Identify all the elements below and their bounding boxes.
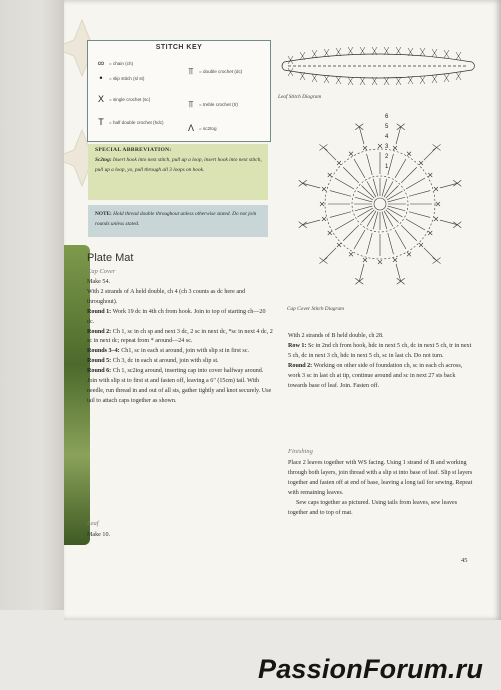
half-double-crochet-icon: T bbox=[98, 117, 104, 127]
diagram-tr-stitch bbox=[395, 159, 406, 178]
diagram-tr-stitch bbox=[335, 178, 354, 189]
cap-cover-stitch-diagram bbox=[285, 104, 475, 304]
round-6: Round 6: Ch 1, sc2tog around, inserting cap into cover halfway around. Join with slip st to first st and fasten off, leaving a 6" (15cm) tail. With needle, run thread in and out of all sts, gather tightly and knot securely. Use tail to attach caps together as shown. bbox=[87, 368, 272, 404]
double-crochet-icon: ⫪ bbox=[188, 66, 194, 76]
diagram-cap-cross bbox=[397, 124, 405, 130]
diagram-dc-stitch bbox=[362, 186, 375, 199]
diagram-cap-cross bbox=[433, 258, 441, 264]
finishing-instructions bbox=[288, 459, 474, 518]
note-box bbox=[88, 205, 268, 237]
round-2: Round 2: Ch 1, sc in ch sp and next 3 dc, 2 sc in next dc, *sc in next 4 dc, 2 sc in next dc; repeat from * around—24 sc. bbox=[87, 328, 273, 345]
special-abbreviation-text: Sc2tog: Insert hook into next stitch, pull up a loop, insert hook into next stitch, pull up a loop, yo, pull through all 3 loops on hook. bbox=[95, 157, 262, 173]
stitch-key-box bbox=[87, 40, 271, 142]
key-chain: ∞ = chain (ch) bbox=[97, 58, 134, 68]
diagram-tr-stitch bbox=[409, 191, 430, 197]
diagram-sc-stitch bbox=[328, 231, 332, 235]
diagram-tr-stitch bbox=[409, 212, 430, 218]
cap-cover-heading: Cap Cover bbox=[87, 268, 116, 275]
leaf-make-count: Make 10. bbox=[87, 532, 111, 538]
slip-stitch-icon: • bbox=[99, 73, 103, 83]
diagram-sc-stitch bbox=[349, 152, 353, 156]
cap-cover-instructions bbox=[87, 278, 273, 407]
diagram-spoke bbox=[424, 248, 437, 261]
finishing-text-2: Sew caps together as pictured. Using tails from leaves, sew leaves together and to top of mat. bbox=[288, 499, 458, 516]
diagram-tr-stitch bbox=[401, 225, 417, 241]
leaf-row-1: Row 1: Sc in 2nd ch from hook, hdc in next 5 ch, dc in next 5 ch, tr in next 5 ch, dc in next 3 ch, hdc in next 5 ch, sc in last ch. Do not turn. bbox=[288, 342, 472, 359]
diagram-spoke bbox=[323, 248, 336, 261]
cap-cover-intro: With 2 strands of A held double, ch 4 (ch 3 counts as dc here and throughout). bbox=[87, 288, 246, 305]
watermark: PassionForum.ru bbox=[258, 654, 484, 684]
diagram-sc-stitch bbox=[434, 187, 438, 191]
leaf-stitch-diagram bbox=[278, 40, 478, 95]
diagram-sc-stitch bbox=[363, 146, 367, 150]
diagram-cap-cross bbox=[299, 180, 307, 186]
leaf-diagram-caption: Leaf Stitch Diagram bbox=[278, 94, 322, 100]
diagram-tr-stitch bbox=[406, 178, 425, 189]
make-count: Make 54. bbox=[87, 279, 111, 285]
diagram-tr-stitch bbox=[406, 219, 425, 230]
diagram-sc-stitch bbox=[428, 173, 432, 177]
diagram-tr-stitch bbox=[343, 225, 359, 241]
diagram-tr-stitch bbox=[330, 191, 351, 197]
diagram-cap-cross bbox=[397, 278, 405, 284]
diagram-tr-stitch bbox=[354, 159, 365, 178]
rounds-3-4: Rounds 3–4: Ch1, sc in each st around, join with slip st in first sc. bbox=[87, 348, 250, 355]
diagram-sc-stitch bbox=[434, 217, 438, 221]
diagram-tr-stitch bbox=[335, 219, 354, 230]
round-5: Round 5: Ch 3, dc in each st around, join with slip st. bbox=[87, 358, 219, 365]
special-abbreviation-title: SPECIAL ABBREVIATION: bbox=[95, 147, 172, 153]
diagram-tr-stitch bbox=[395, 230, 406, 249]
diagram-sc-stitch bbox=[428, 231, 432, 235]
page-number: 45 bbox=[461, 557, 468, 564]
diagram-sc-stitch bbox=[320, 202, 324, 206]
diagram-number-3: 3 bbox=[385, 144, 389, 150]
chain-icon: ∞ bbox=[97, 58, 105, 68]
diagram-cap-cross bbox=[319, 258, 327, 264]
round-1: Round 1: Work 19 dc in 4th ch from hook. Join to top of starting ch—20 dc. bbox=[87, 308, 266, 325]
key-slip-stitch: • = slip stitch (sl st) bbox=[96, 73, 144, 83]
diagram-tr-stitch bbox=[388, 154, 394, 175]
key-double-crochet: ⫪ = double crochet (dc) bbox=[186, 66, 242, 77]
leaf-instructions bbox=[288, 332, 474, 391]
diagram-dc-stitch bbox=[386, 186, 399, 199]
leaf-intro: With 2 strands of B held double, ch 28. bbox=[288, 333, 384, 339]
diagram-cap-cross bbox=[355, 278, 363, 284]
diagram-tr-stitch bbox=[367, 154, 373, 175]
diagram-sc-stitch bbox=[419, 243, 423, 247]
cap-cover-diagram-caption: Cap Cover Stitch Diagram bbox=[287, 306, 344, 312]
diagram-sc-stitch bbox=[322, 187, 326, 191]
diagram-cap-cross bbox=[433, 144, 441, 150]
leaf-round-2: Round 2: Working on other side of foundation ch, sc in each ch across, work 3 sc in last ch at tip, continue around and sc in next 27 sts back towards base of leaf. Join. Fasten off. bbox=[288, 362, 463, 389]
diagram-spoke bbox=[323, 147, 336, 160]
single-crochet-icon: X bbox=[97, 94, 104, 104]
diagram-sc-stitch bbox=[378, 260, 382, 264]
diagram-tr-stitch bbox=[401, 167, 417, 183]
diagram-sc-stitch bbox=[337, 243, 341, 247]
diagram-cap-cross bbox=[319, 144, 327, 150]
diagram-sc-stitch bbox=[393, 146, 397, 150]
diagram-number-1: 1 bbox=[385, 164, 389, 170]
diagram-sc-stitch bbox=[407, 152, 411, 156]
key-single-crochet: X = single crochet (sc) bbox=[97, 94, 151, 104]
diagram-sc-stitch bbox=[419, 161, 423, 165]
diagram-cap-cross bbox=[299, 222, 307, 228]
diagram-dc-stitch bbox=[362, 210, 375, 223]
diagram-sc-stitch bbox=[349, 252, 353, 256]
leaf-heading: Leaf bbox=[87, 520, 99, 527]
key-sc2tog: Λ = sc2tog bbox=[187, 123, 217, 133]
plate-mat-title: Plate Mat bbox=[87, 252, 134, 264]
diagram-tr-stitch bbox=[388, 233, 394, 254]
diagram-center-ring bbox=[374, 198, 386, 210]
finishing-heading: Finishing bbox=[288, 448, 313, 455]
diagram-number-6: 6 bbox=[385, 114, 389, 120]
diagram-tr-stitch bbox=[367, 233, 373, 254]
diagram-number-4: 4 bbox=[385, 134, 389, 140]
diagram-number-5: 5 bbox=[385, 124, 389, 130]
diagram-cap-cross bbox=[453, 180, 461, 186]
diagram-dc-stitch bbox=[386, 210, 399, 223]
diagram-sc-stitch bbox=[407, 252, 411, 256]
diagram-cap-cross bbox=[355, 124, 363, 130]
diagram-sc-stitch bbox=[378, 144, 382, 148]
key-half-double-crochet: T = half double crochet (hdc) bbox=[96, 117, 164, 127]
special-abbreviation-box bbox=[88, 144, 268, 200]
diagram-sc-stitch bbox=[322, 217, 326, 221]
diagram-tr-stitch bbox=[354, 230, 365, 249]
diagram-cap-cross bbox=[453, 222, 461, 228]
scan-margin bbox=[0, 0, 70, 610]
diagram-sc-stitch bbox=[363, 258, 367, 262]
finishing-text: Place 2 leaves together with WS facing. Using 1 strand of B and working through both layers, join thread with a slip st into base of leaf. Slip st layers together and fasten off at end of base, leaving a long tail for sewing. Repeat with remaining leaves. bbox=[288, 460, 473, 496]
sc2tog-icon: Λ bbox=[187, 123, 194, 133]
diagram-spoke bbox=[424, 147, 437, 160]
diagram-sc-stitch bbox=[436, 202, 440, 206]
diagram-number-2: 2 bbox=[385, 154, 389, 160]
diagram-sc-stitch bbox=[328, 173, 332, 177]
diagram-sc-stitch bbox=[393, 258, 397, 262]
diagram-tr-stitch bbox=[343, 167, 359, 183]
note-text: NOTE: Hold thread double throughout unless otherwise stated. Do not join rounds unless stated. bbox=[95, 211, 257, 227]
key-treble-crochet: ⫪ = treble crochet (tr) bbox=[186, 99, 238, 110]
diagram-tr-stitch bbox=[330, 212, 351, 218]
stitch-key-title: STITCH KEY bbox=[155, 44, 203, 51]
diagram-sc-stitch bbox=[337, 161, 341, 165]
treble-crochet-icon: ⫪ bbox=[188, 99, 194, 109]
